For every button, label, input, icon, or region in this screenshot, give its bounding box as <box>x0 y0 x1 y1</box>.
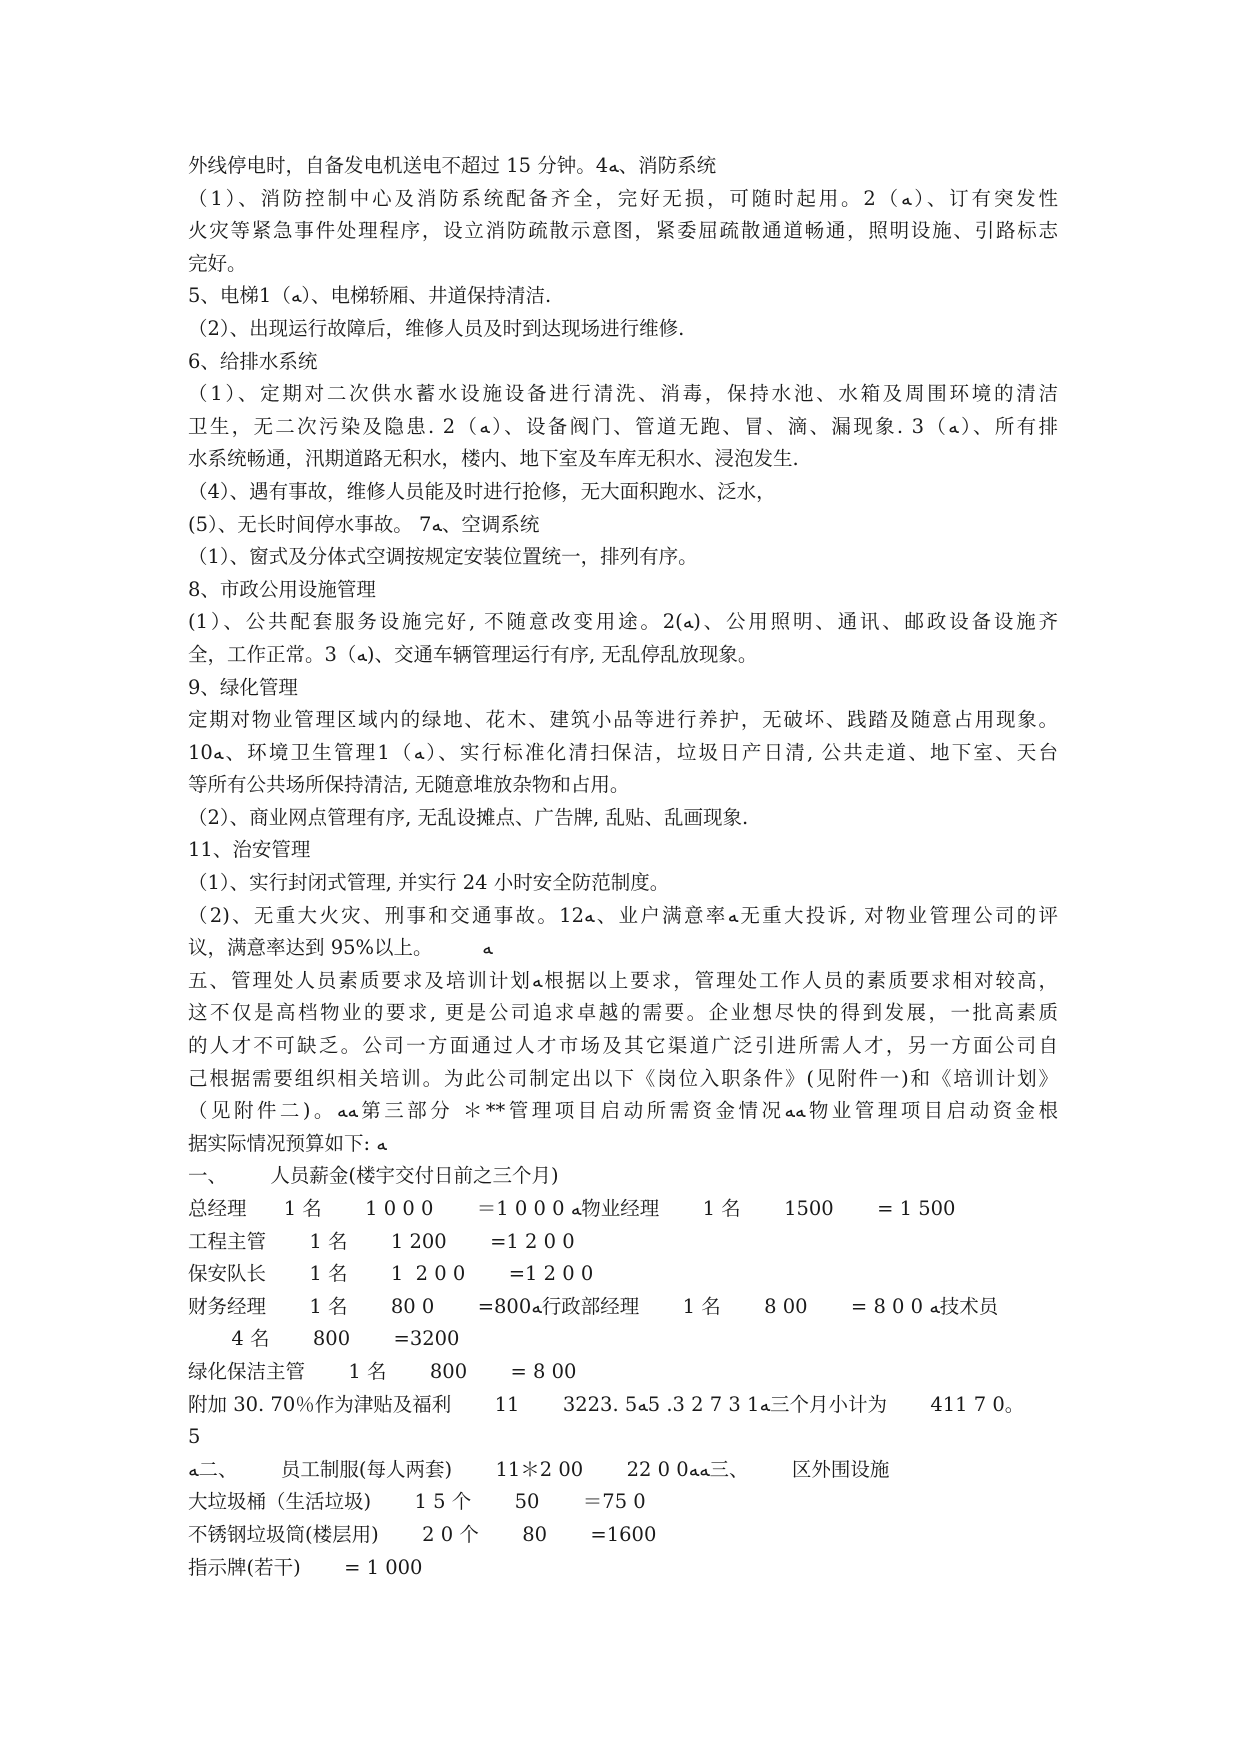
text-line: 6、给排水系统 <box>188 349 318 373</box>
text-line: 己根据需要组织相关培训。为此公司制定出以下《岗位入职条件》(见附件一)和《培训计划》 <box>188 1066 1058 1090</box>
text-line: 据实际情况预算如下: ﻪ <box>188 1131 387 1155</box>
text-line: （2)、无重大火灾、刑事和交通事故。12ﻪ、业户满意率ﻪ无重大投诉, 对物业管理公司的评 <box>188 903 1058 927</box>
text-line: 绿化保洁主管 1 名 800 = 8 00 <box>188 1359 577 1383</box>
text-line: 火灾等紧急事件处理程序，设立消防疏散示意图，紧委屈疏散通道畅通，照明设施、引路标志 <box>188 219 1058 243</box>
text-line: 5、电梯1（ﻪ）、电梯轿厢、井道保持清洁. <box>188 284 552 308</box>
text-line: 附加 30. 70％作为津贴及福利 11 3223. 5ﻪ1 3 7 2 3. 5ﻪ三个月小计为 411 7 0。 <box>188 1392 1025 1416</box>
text-line: 财务经理 1 名 80 0 =800ﻪ行政部经理 1 名 8 00 = 8 0 0 ﻪ技术员 <box>188 1294 999 1318</box>
text-line: 11、治安管理 <box>188 838 311 862</box>
text-line: （1）、消防控制中心及消防系统配备齐全，完好无损，可随时起用。2（ﻪ）、订有突发性 <box>188 186 1058 210</box>
text-line: （1）、定期对二次供水蓄水设施设备进行清洗、消毒，保持水池、水箱及周围环境的清洁 <box>188 382 1058 406</box>
text-line: 的人才不可缺乏。公司一方面通过人才市场及其它渠道广泛引进所需人才，另一方面公司自 <box>188 1034 1058 1058</box>
text-line: 总经理 1 名 1 0 0 0 ＝1 0 0 0 ﻪ物业经理 1 名 1500 = 1 500 <box>188 1197 956 1220</box>
text-line: (1）、公共配套服务设施完好, 不随意改变用途。2(ﻪ)、公用照明、通讯、邮政设备设施齐 <box>188 610 1058 634</box>
text-line: （见附件二)。ﻪﻪ第三部分 ＊**管理项目启动所需资金情况ﻪﻪ物业管理项目启动资金根 <box>188 1099 1059 1123</box>
text-line: 9、绿化管理 <box>188 675 298 699</box>
text-line: 议，满意率达到 95%以上。 ﻪ <box>188 936 493 960</box>
text-line: 等所有公共场所保持清洁, 无随意堆放杂物和占用。 <box>188 773 630 797</box>
text-line: 全，工作正常。3（ﻪ)、交通车辆管理运行有序, 无乱停乱放现象。 <box>188 642 758 666</box>
text-line: 定期对物业管理区域内的绿地、花木、建筑小品等进行养护，无破坏、践踏及随意占用现象。 <box>188 708 1058 732</box>
text-line: 一、 人员薪金(楼宇交付日前之三个月) <box>188 1164 559 1188</box>
text-line: 这不仅是高档物业的要求, 更是公司追求卓越的需要。企业想尽快的得到发展，一批高素质 <box>188 1001 1058 1025</box>
text-line: （4）、遇有事故，维修人员能及时进行抢修，无大面积跑水、泛水， <box>188 479 776 503</box>
text-line: 4 名 800 =3200 <box>188 1327 460 1351</box>
text-line: （1）、窗式及分体式空调按规定安装位置统一，排列有序。 <box>188 545 698 569</box>
text-line: 保安队长 1 名 1 2 0 0 =1 2 0 0 <box>188 1262 594 1286</box>
text-line: 5 <box>188 1425 201 1449</box>
text-line: 五、管理处人员素质要求及培训计划ﻪ根据以上要求，管理处工作人员的素质要求相对较高， <box>188 968 1058 992</box>
text-line: 10ﻪ、环境卫生管理1（ﻪ）、实行标准化清扫保洁，垃圾日产日清, 公共走道、地下室、天台 <box>188 740 1058 764</box>
text-line: 完好。 <box>188 251 247 275</box>
text-line: ﻪ二、 员工制服(每人两套) 11＊2 00 22 0 0ﻪﻪ三、 区外围设施 <box>188 1457 890 1481</box>
text-line: 8、市政公用设施管理 <box>188 577 376 601</box>
text-line: （1）、实行封闭式管理, 并实行 24 小时安全防范制度。 <box>188 871 670 895</box>
text-line: 外线停电时，自备发电机送电不超过 15 分钟。4ﻪ、消防系统 <box>188 154 717 177</box>
text-line: 大垃圾桶（生活垃圾) 1 5 个 50 ＝75 0 <box>188 1490 646 1514</box>
text-line: 指示牌(若干) = 1 000 <box>188 1555 423 1579</box>
text-line: 卫生，无二次污染及隐患. 2（ﻪ）、设备阀门、管道无跑、冒、滴、漏现象. 3（ﻪ）、所有排 <box>188 414 1058 438</box>
document-body <box>188 150 1058 1584</box>
text-line: 不锈钢垃圾筒(楼层用) 2 0 个 80 =1600 <box>188 1522 657 1546</box>
text-line: （2）、出现运行故障后，维修人员及时到达现场进行维修. <box>188 316 685 340</box>
text-line: 水系统畅通，汛期道路无积水，楼内、地下室及车库无积水、浸泡发生. <box>188 447 799 471</box>
text-line: (5）、无长时间停水事故。 7ﻪ、空调系统 <box>188 512 540 536</box>
text-line: 工程主管 1 名 1 200 =1 2 0 0 <box>188 1229 575 1253</box>
text-line: （2）、商业网点管理有序, 无乱设摊点、广告牌, 乱贴、乱画现象. <box>188 805 749 829</box>
